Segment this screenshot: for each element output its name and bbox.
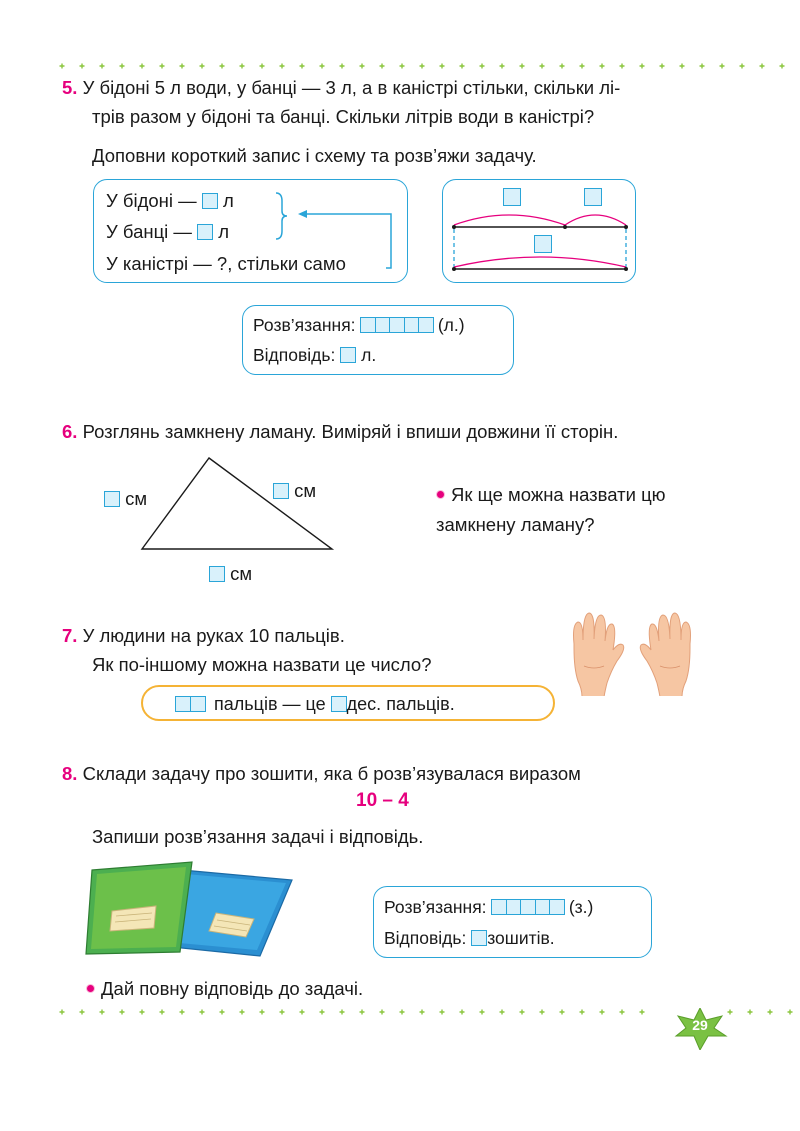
dot-mark: [640, 1010, 645, 1015]
dot-mark: [540, 1010, 545, 1015]
task6-text: Розглянь замкнену ламану. Виміряй і впиши довжини її сторін.: [82, 421, 619, 442]
dot-mark: [780, 64, 785, 69]
dot-mark: [340, 1010, 345, 1015]
task6-line: [62, 421, 618, 443]
scheme-frame: [442, 179, 636, 283]
task7-dec-box[interactable]: [331, 696, 347, 712]
dot-mark: [400, 1010, 405, 1015]
dot-mark: [220, 64, 225, 69]
task5-text1: У бідоні 5 л води, у банці — 3 л, а в каністрі стільки, скільки лі-: [82, 77, 621, 98]
dot-mark: [260, 1010, 265, 1015]
dot-mark: [160, 64, 165, 69]
dot-mark: [200, 1010, 205, 1015]
dot-mark: [380, 1010, 385, 1015]
dot-mark: [500, 1010, 505, 1015]
task7-fill-row: [175, 693, 455, 715]
task6-question-line1: [436, 484, 666, 506]
task7-fill-text1: пальців — це: [214, 694, 326, 714]
bullet-icon: [86, 984, 95, 993]
dot-mark: [700, 64, 705, 69]
task8-solution-label: Розв’язання:: [384, 897, 487, 917]
dot-mark: [280, 64, 285, 69]
dot-mark: [140, 1010, 145, 1015]
dot-mark: [420, 64, 425, 69]
task5-line1: [62, 77, 620, 99]
dot-mark: [240, 64, 245, 69]
dot-mark: [540, 64, 545, 69]
task8-answer-box[interactable]: [471, 930, 487, 946]
task8-solution-row: [384, 896, 593, 918]
notebooks-illustration-icon: [84, 858, 296, 958]
task5-solution-frame: [242, 305, 514, 375]
dot-mark: [260, 64, 265, 69]
task7-fill-frame: [141, 685, 555, 721]
dot-mark: [160, 1010, 165, 1015]
dot-mark: [120, 64, 125, 69]
task5-line3: Доповни короткий запис і схему та розв’яжи задачу.: [92, 145, 537, 166]
task6-number: 6.: [62, 421, 78, 442]
dot-mark: [60, 64, 65, 69]
hands-illustration-icon: [562, 606, 702, 696]
task7-text1: У людини на руках 10 пальців.: [82, 625, 345, 646]
dot-mark: [720, 64, 725, 69]
side-right-box[interactable]: [273, 483, 289, 499]
task8-number: 8.: [62, 763, 78, 784]
task6-question-line2: замкнену ламану?: [436, 514, 595, 535]
dot-mark: [460, 64, 465, 69]
dot-mark: [60, 1010, 65, 1015]
task7-line1: [62, 625, 345, 647]
side-left-label: [104, 488, 147, 510]
task8-text1: Склади задачу про зошити, яка б розв’язувалася виразом: [82, 763, 581, 784]
task8-answer-unit: зошитів.: [487, 928, 555, 948]
task8-bullet-line: [86, 978, 363, 1000]
dot-mark: [120, 1010, 125, 1015]
dot-mark: [340, 64, 345, 69]
dot-mark: [100, 64, 105, 69]
dot-mark: [440, 64, 445, 69]
dot-mark: [400, 64, 405, 69]
dot-mark: [500, 64, 505, 69]
dot-mark: [480, 64, 485, 69]
dot-mark: [788, 1010, 793, 1015]
task5-solution-boxes[interactable]: [360, 317, 433, 333]
note-row2-unit: л: [218, 221, 229, 242]
dot-mark: [600, 64, 605, 69]
dot-mark: [748, 1010, 753, 1015]
dot-mark: [180, 64, 185, 69]
dot-mark: [640, 64, 645, 69]
note-row2-label: У банці —: [106, 221, 192, 242]
dot-mark: [520, 64, 525, 69]
dot-mark: [220, 1010, 225, 1015]
task8-solution-boxes[interactable]: [491, 899, 564, 915]
dot-mark: [320, 1010, 325, 1015]
task7-tens-boxes[interactable]: [175, 696, 204, 712]
side-bottom-label: [209, 563, 252, 585]
task5-solution-label: Розв’язання:: [253, 315, 356, 335]
dot-mark: [440, 1010, 445, 1015]
dot-mark: [300, 1010, 305, 1015]
dot-mark: [140, 64, 145, 69]
dot-mark: [680, 64, 685, 69]
side-bottom-unit: см: [230, 563, 253, 584]
task5-answer-box[interactable]: [340, 347, 356, 363]
task5-answer-label: Відповідь:: [253, 345, 336, 365]
dot-mark: [768, 1010, 773, 1015]
side-bottom-box[interactable]: [209, 566, 225, 582]
bullet-icon: [436, 490, 445, 499]
dot-mark: [580, 1010, 585, 1015]
task5-line2: трів разом у бідоні та банці. Скільки літрів води в каністрі?: [92, 106, 595, 127]
side-left-unit: см: [125, 488, 148, 509]
dot-mark: [760, 64, 765, 69]
task5-answer-unit: л.: [361, 345, 377, 365]
brace-arrow: [94, 180, 409, 284]
task8-solution-unit: (з.): [568, 897, 594, 917]
dot-mark: [600, 1010, 605, 1015]
dot-mark: [320, 64, 325, 69]
dot-mark: [620, 1010, 625, 1015]
task8-answer-label: Відповідь:: [384, 928, 467, 948]
note-row3: У каністрі — ?, стільки само: [106, 253, 346, 274]
dot-mark: [560, 64, 565, 69]
dot-mark: [80, 1010, 85, 1015]
short-note-frame: [93, 179, 408, 283]
task5-number: 5.: [62, 77, 78, 98]
task5-solution-unit: (л.): [437, 315, 465, 335]
dot-mark: [360, 1010, 365, 1015]
dot-mark: [480, 1010, 485, 1015]
dot-mark: [620, 64, 625, 69]
task8-line1: [62, 763, 581, 785]
task8-line2: Запиши розв’язання задачі і відповідь.: [92, 826, 424, 847]
dot-mark: [180, 1010, 185, 1015]
task7-line2: Як по-іншому можна назвати це число?: [92, 654, 432, 675]
dot-mark: [280, 1010, 285, 1015]
note-row1-label: У бідоні —: [106, 190, 197, 211]
task8-solution-frame: [373, 886, 652, 958]
task8-answer-row: [384, 927, 555, 949]
dot-mark: [380, 64, 385, 69]
page-number: 29: [692, 1017, 708, 1033]
task5-answer-row: [253, 344, 376, 366]
dot-mark: [728, 1010, 733, 1015]
dot-mark: [420, 1010, 425, 1015]
task5-solution-row: [253, 314, 465, 336]
triangle-figure: [130, 450, 345, 555]
dot-mark: [520, 1010, 525, 1015]
task7-number: 7.: [62, 625, 78, 646]
dot-mark: [200, 64, 205, 69]
dot-mark: [560, 1010, 565, 1015]
dot-mark: [740, 64, 745, 69]
dot-mark: [460, 1010, 465, 1015]
side-left-box[interactable]: [104, 491, 120, 507]
task6-question-text1: Як ще можна назвати цю: [451, 484, 666, 505]
side-right-unit: см: [294, 480, 317, 501]
dot-mark: [360, 64, 365, 69]
dot-mark: [300, 64, 305, 69]
side-right-label: [273, 480, 316, 502]
dot-mark: [660, 64, 665, 69]
task8-bullet-text: Дай повну відповідь до задачі.: [101, 978, 364, 999]
segment-scheme: [443, 180, 637, 284]
dot-mark: [240, 1010, 245, 1015]
task7-fill-text2: дес. пальців.: [346, 694, 455, 714]
note-row1-unit: л: [222, 190, 234, 211]
dot-mark: [100, 1010, 105, 1015]
task8-expression: 10 – 4: [356, 790, 409, 811]
top-dotted-line: [0, 58, 800, 74]
dot-mark: [80, 64, 85, 69]
dot-mark: [580, 64, 585, 69]
